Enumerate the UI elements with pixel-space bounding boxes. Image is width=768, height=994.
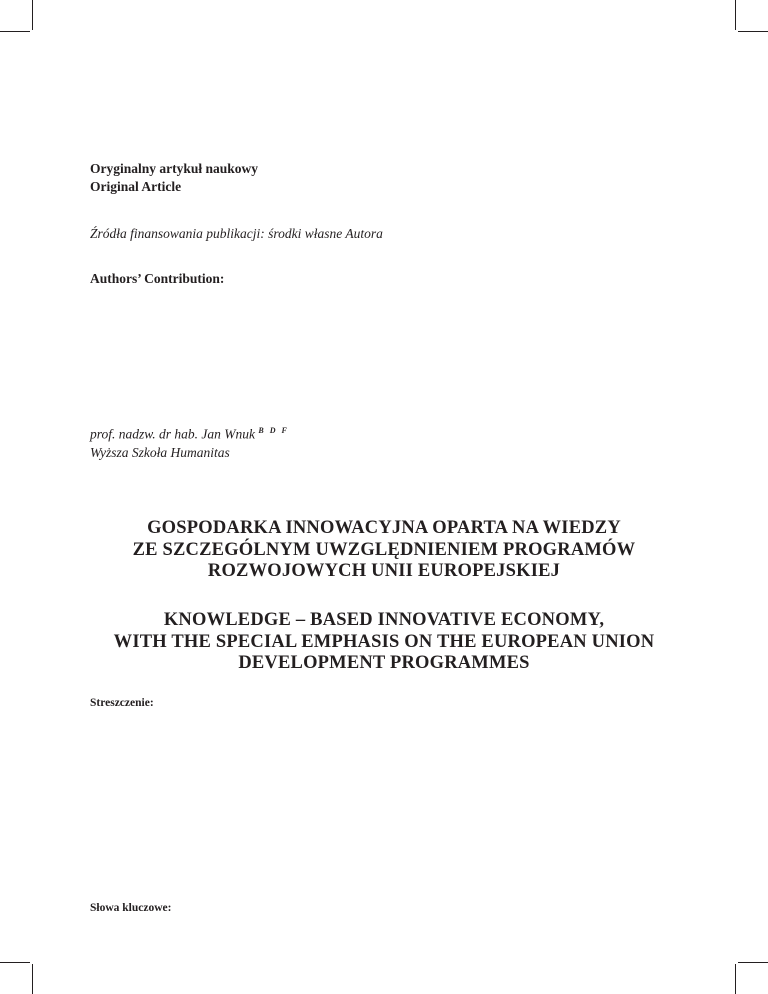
authors-contribution-label: Authors’ Contribution: [90, 271, 225, 286]
funding-source: Źródła finansowania publikacji: środki własne Autora [90, 226, 383, 241]
title-pl-line: ZE SZCZEGÓLNYM UWZGLĘDNIENIEM PROGRAMÓW [132, 539, 636, 560]
title-en-line: WITH THE SPECIAL EMPHASIS ON THE EUROPEAN UNION [113, 631, 655, 652]
author-line [90, 422, 289, 444]
crop-mark-bottom-left-horizontal [0, 962, 30, 963]
crop-mark-bottom-right-vertical [735, 964, 736, 994]
article-type-en: Original Article [90, 179, 182, 194]
crop-mark-top-left-vertical [32, 0, 33, 30]
crop-mark-top-left-horizontal [0, 31, 30, 32]
author-name: prof. nadzw. dr hab. Jan Wnuk [90, 426, 255, 442]
crop-mark-bottom-right-horizontal [738, 962, 768, 963]
title-pl-line: ROZWOJOWYCH UNII EUROPEJSKIEJ [207, 561, 561, 581]
article-type-pl: Oryginalny artykuł naukowy [90, 161, 259, 176]
abstract-label: Streszczenie: [90, 697, 154, 709]
title-en-line: DEVELOPMENT PROGRAMMES [238, 653, 530, 673]
title-en-line: KNOWLEDGE – BASED INNOVATIVE ECONOMY, [163, 610, 605, 630]
article-type [90, 160, 258, 196]
title-pl-line: GOSPODARKA INNOWACYJNA OPARTA NA WIEDZY [147, 518, 621, 538]
crop-mark-top-right-horizontal [738, 31, 768, 32]
crop-mark-top-right-vertical [735, 0, 736, 30]
title-polish [60, 518, 708, 583]
author-affiliation: Wyższa Szkoła Humanitas [90, 444, 230, 460]
author-block [90, 422, 289, 462]
keywords-label: Słowa kluczowe: [90, 902, 172, 914]
author-roles: B D F [258, 426, 289, 435]
title-english [60, 610, 708, 675]
crop-mark-bottom-left-vertical [32, 964, 33, 994]
